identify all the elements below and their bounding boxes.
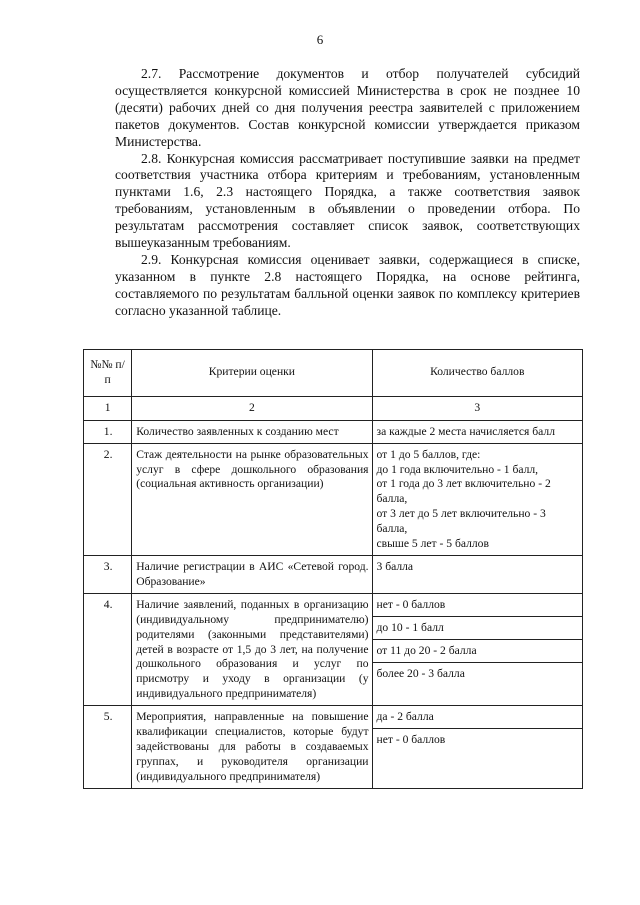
- row-number: 5.: [84, 706, 132, 789]
- row-number: 1.: [84, 420, 132, 443]
- index-cell: 1: [84, 396, 132, 420]
- index-cell: 2: [132, 396, 372, 420]
- row-number: 3.: [84, 555, 132, 593]
- row-criterion: Стаж деятельности на рынке образовательных услуг в сфере дошкольного образования (социальная активность организации): [132, 443, 372, 555]
- points-line: от 1 года до 3 лет включительно - 2 балла,: [376, 477, 551, 506]
- points-line: от 1 до 5 баллов, где:: [376, 447, 481, 461]
- points-option: до 10 - 1 балл: [373, 617, 582, 640]
- row-points: [372, 706, 582, 789]
- points-option: от 11 до 20 - 2 балла: [373, 640, 582, 663]
- row-points: [372, 593, 582, 705]
- criteria-table: [83, 349, 583, 789]
- row-criterion: Наличие заявлений, поданных в организацию (индивидуальному предпринимателю) родителями (законными представителями) детей в возрасте от 1,5 до 3 лет, на получение дошкольного образования и услуг по присмотру и уходу в организации (у индивидуального предпринимателя): [132, 593, 372, 705]
- header-criteria: Критерии оценки: [132, 350, 372, 397]
- table-row: [84, 555, 583, 593]
- table-index-row: [84, 396, 583, 420]
- table-header-row: [84, 350, 583, 397]
- row-points: 3 балла: [372, 555, 582, 593]
- row-criterion: Наличие регистрации в АИС «Сетевой город. Образование»: [132, 555, 372, 593]
- points-option: да - 2 балла: [373, 706, 582, 729]
- index-cell: 3: [372, 396, 582, 420]
- points-line: свыше 5 лет - 5 баллов: [376, 537, 489, 551]
- paragraph-2-7: 2.7. Рассмотрение документов и отбор получателей субсидий осуществляется конкурсной комиссией Министерства в срок не позднее 10 (десяти) рабочих дней со дня получения реестра заявителей с приложением пакетов документов. Состав конкурсной комиссии утверждается приказом Министерства.: [115, 66, 580, 149]
- table-row: [84, 420, 583, 443]
- row-criterion: Мероприятия, направленные на повышение квалификации специалистов, которые будут задействованы для работы в создаваемых группах, и руководителя организации (индивидуального предпринимателя): [132, 706, 372, 789]
- row-points: за каждые 2 места начисляется балл: [372, 420, 582, 443]
- body-text: [115, 66, 580, 320]
- points-line: до 1 года включительно - 1 балл,: [376, 462, 539, 476]
- header-number: №№ п/п: [84, 350, 132, 397]
- points-option: более 20 - 3 балла: [376, 666, 465, 680]
- table-row: [84, 443, 583, 555]
- table-row: [84, 706, 583, 789]
- table-row: [84, 593, 583, 705]
- page-number: 6: [316, 32, 324, 47]
- points-option: нет - 0 баллов: [376, 733, 446, 747]
- points-option: нет - 0 баллов: [373, 594, 582, 617]
- row-number: 4.: [84, 593, 132, 705]
- row-number: 2.: [84, 443, 132, 555]
- row-criterion: Количество заявленных к созданию мест: [132, 420, 372, 443]
- row-points: [372, 443, 582, 555]
- paragraph-2-9: 2.9. Конкурсная комиссия оценивает заявки, содержащиеся в списке, указанном в пункте 2.8 настоящего Порядка, на основе рейтинга, составляемого по результатам балльной оценки заявок по комплексу критериев согласно указанной таблице.: [115, 251, 580, 318]
- paragraph-2-8: 2.8. Конкурсная комиссия рассматривает поступившие заявки на предмет соответствия участника отбора критериям и требованиям, установленным пунктами 1.6, 2.3 настоящего Порядка, а также соответствия заявок требованиям, установленным в объявлении о проведении отбора. По результатам рассмотрения составляет список заявок, соответствующих вышеуказанным требованиям.: [115, 150, 580, 251]
- header-points: Количество баллов: [372, 350, 582, 397]
- points-line: от 3 лет до 5 лет включительно - 3 балла,: [376, 507, 546, 536]
